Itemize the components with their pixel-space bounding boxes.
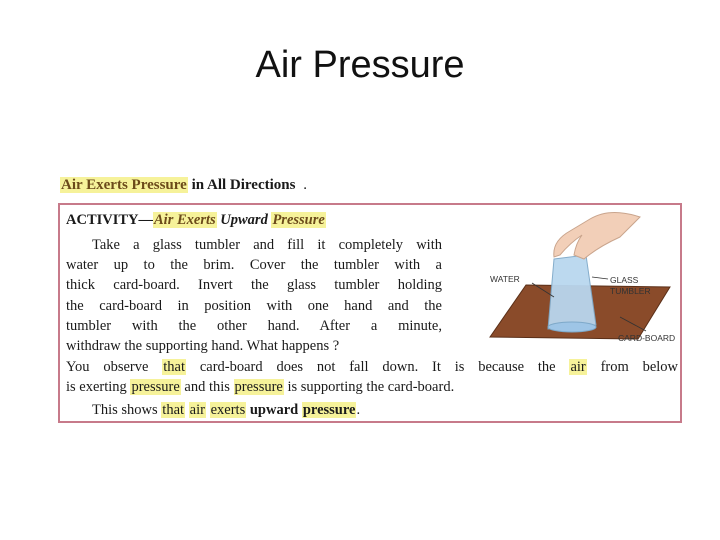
activity-box	[58, 203, 682, 423]
tumbler-illustration	[470, 207, 682, 357]
section-heading-highlight: Air Exerts Pressure	[61, 177, 187, 193]
line9-pressure-highlight: pressure	[302, 402, 356, 418]
tumbler-rim	[548, 322, 596, 332]
line9-part-a: This shows	[92, 402, 158, 418]
line9-upward: upward	[249, 402, 299, 418]
section-heading	[60, 177, 307, 194]
line7-air-highlight: air	[570, 359, 586, 375]
section-heading-rest: in All Directions	[191, 177, 296, 193]
glass-tumbler-shape	[548, 255, 596, 329]
activity-label: ACTIVITY—	[66, 212, 154, 228]
activity-line-9	[92, 400, 360, 420]
activity-title	[66, 212, 326, 229]
line7-part-e: from below	[600, 359, 679, 375]
activity-line-1: Take a glass tumbler and fill it completely with	[92, 237, 442, 253]
line9-that-highlight: that	[162, 402, 185, 418]
figure-label-tumbler: TUMBLER	[610, 286, 651, 296]
activity-line-2: water up to the brim. Cover the tumbler with a	[66, 257, 442, 273]
figure-label-water: WATER	[490, 274, 520, 284]
slide-title: Air Pressure	[255, 44, 465, 86]
figure-label-glass: GLASS	[610, 275, 639, 285]
line8-part-e: is supporting the card-board.	[287, 379, 455, 395]
activity-line-4: the card-board in position with one hand and the	[66, 298, 442, 314]
line7-part-c: card-board does not fall down. It is because the	[199, 359, 556, 375]
activity-line-3: thick card-board. Invert the glass tumbler holding	[66, 277, 442, 293]
line8-pressure-highlight-2: pressure	[234, 379, 283, 395]
activity-subtitle-pressure: Pressure	[272, 212, 325, 228]
activity-line-8	[66, 377, 454, 397]
line8-pressure-highlight-1: pressure	[131, 379, 180, 395]
activity-line-7	[66, 357, 678, 377]
line7-part-a: You observe	[66, 359, 149, 375]
line7-that-highlight: that	[163, 359, 186, 375]
line8-part-a: is exerting	[66, 379, 127, 395]
figure-label-cardboard: CARD-BOARD	[618, 333, 676, 343]
activity-line-5: tumbler with the other hand. After a minute,	[66, 318, 442, 334]
line9-period: .	[356, 402, 361, 418]
hand-shape	[554, 212, 640, 259]
activity-subtitle-upward: Upward	[220, 212, 268, 228]
line9-exerts-highlight: exerts	[210, 402, 246, 418]
line8-part-c: and this	[184, 379, 230, 395]
section-heading-dot: .	[303, 177, 307, 193]
activity-line-6: withdraw the supporting hand. What happens ?	[66, 338, 340, 354]
activity-subtitle-air-exerts: Air Exerts	[154, 212, 216, 228]
line9-air-highlight: air	[189, 402, 205, 418]
